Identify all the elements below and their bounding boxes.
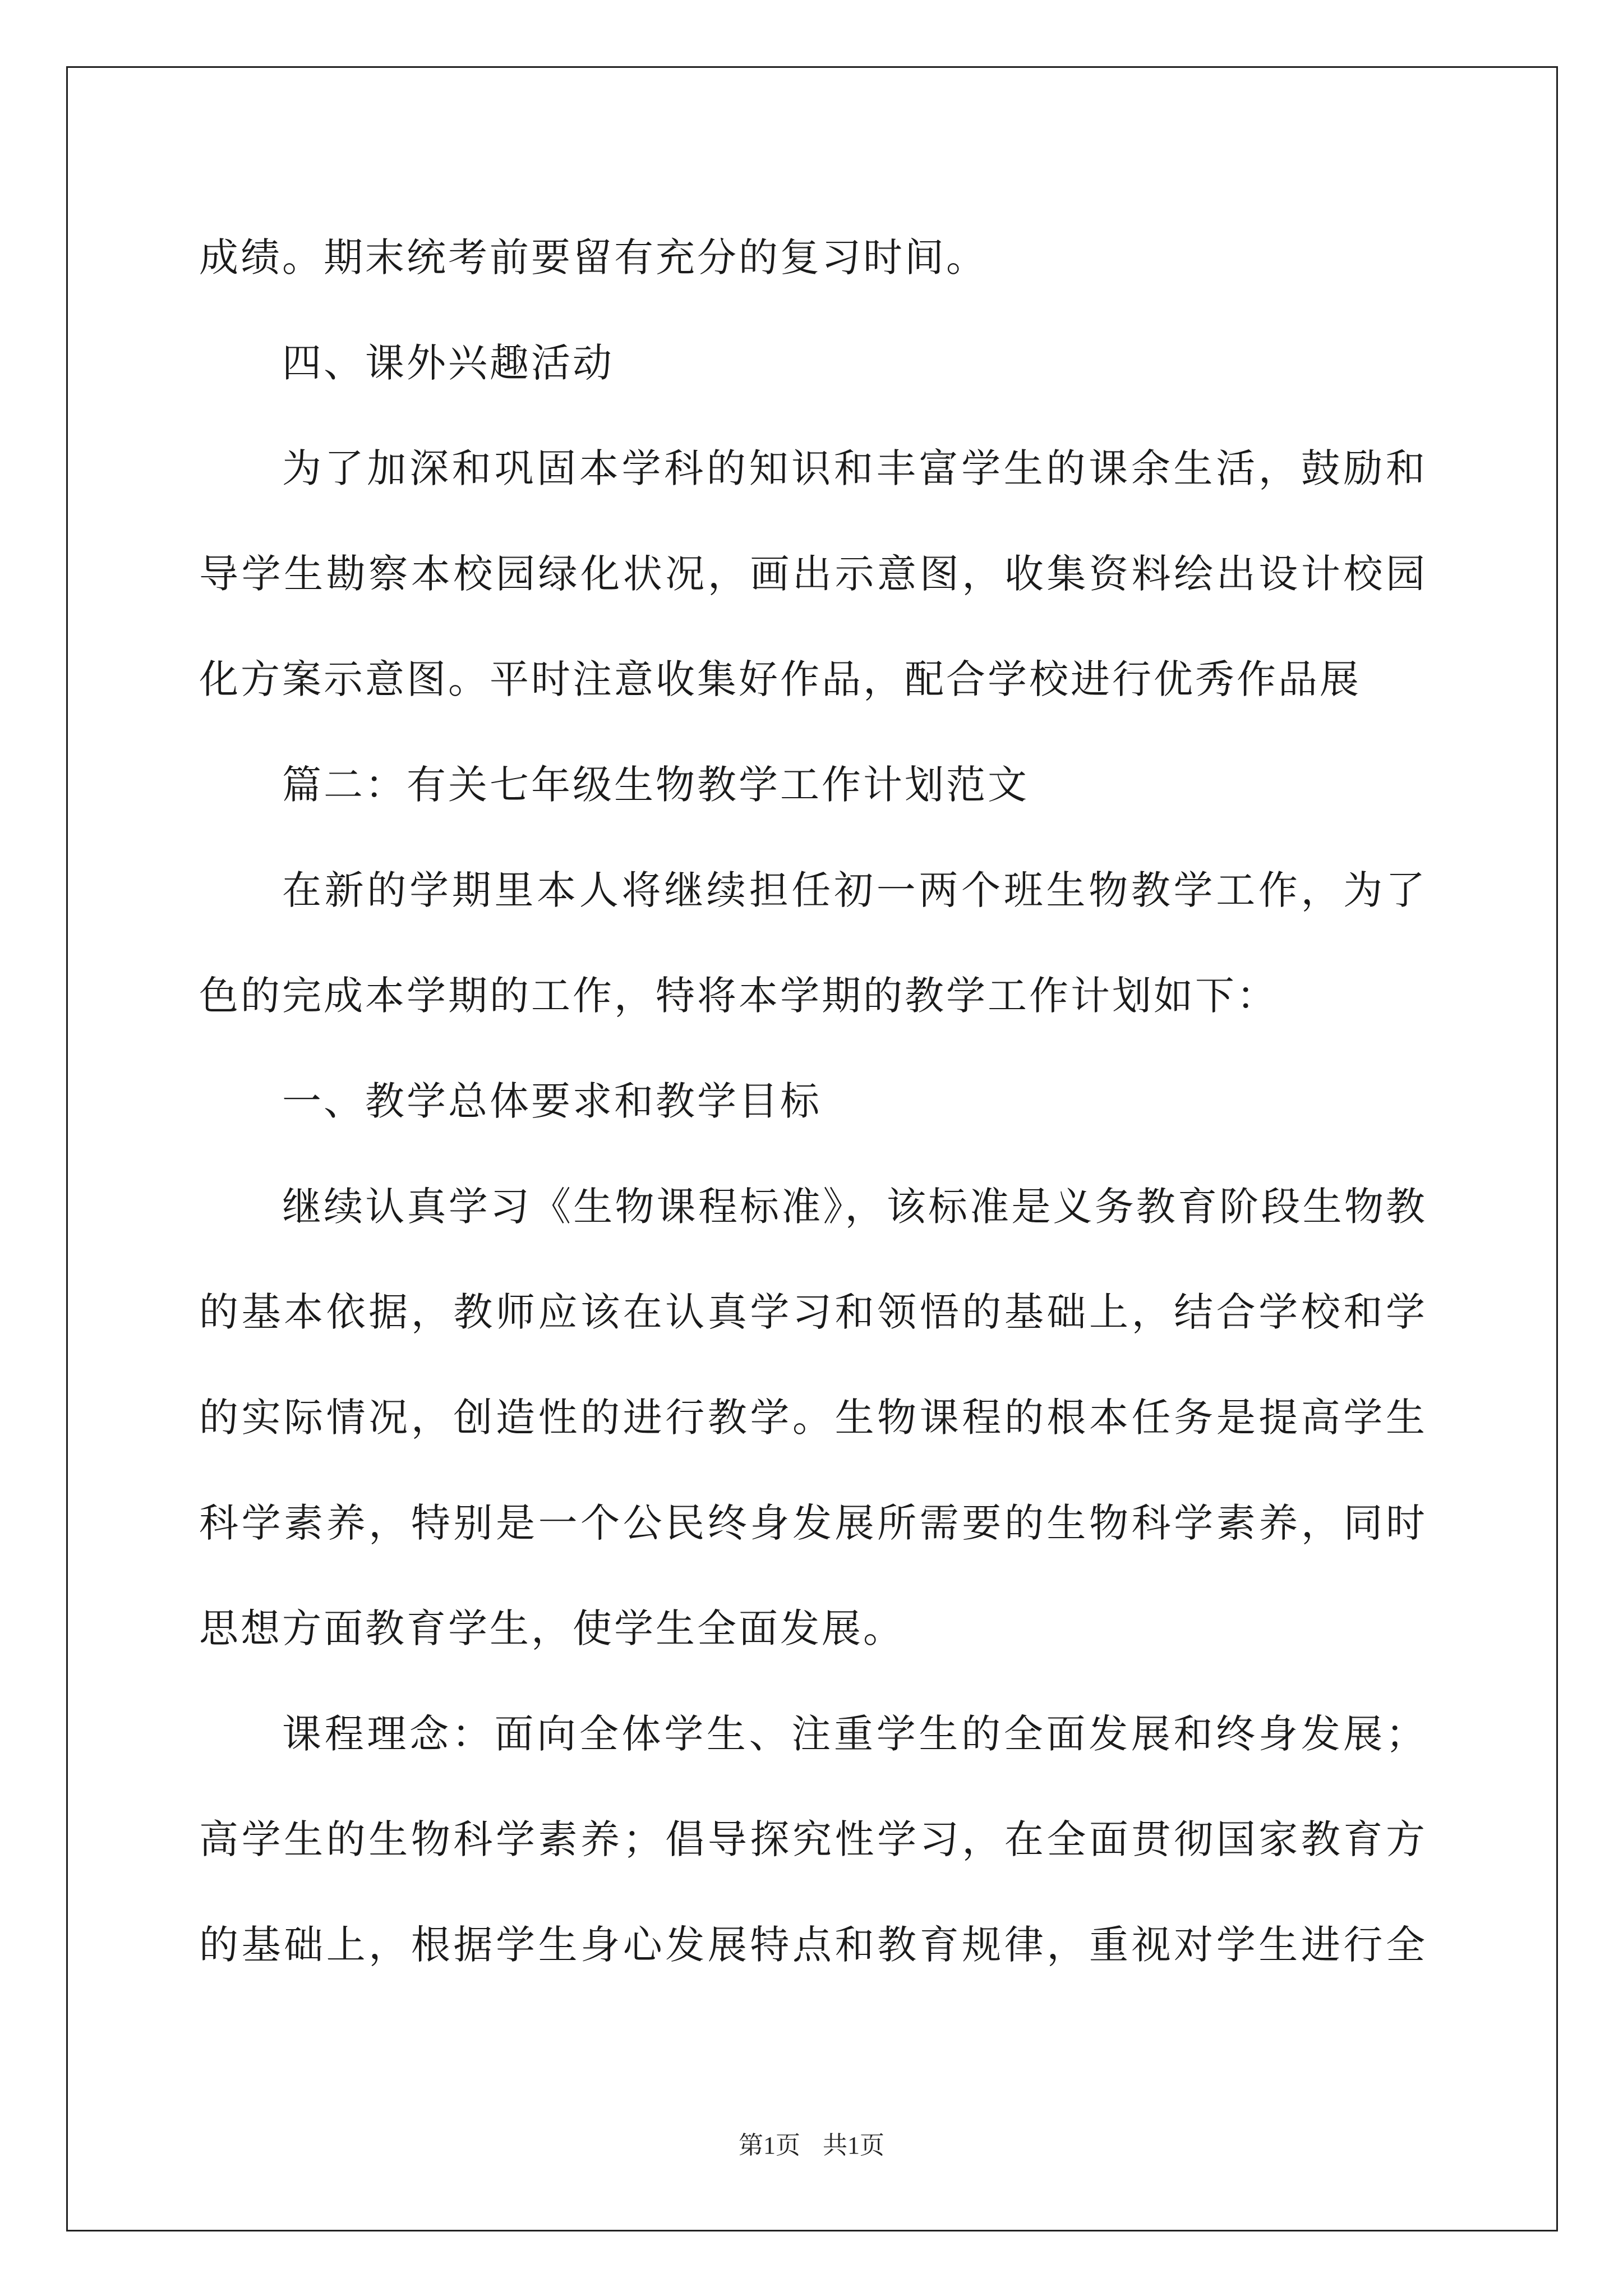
- text-line: 的基础上，根据学生身心发展特点和教育规律，重视对学生进行全: [199, 1922, 1427, 1968]
- text-line: 篇二：有关七年级生物教学工作计划范文: [282, 762, 1029, 808]
- text-line: 色的完成本学期的工作，特将本学期的教学工作计划如下：: [199, 973, 1278, 1019]
- text-line: 课程理念：面向全体学生、注重学生的全面发展和终身发展；: [282, 1711, 1427, 1757]
- text-line: 继续认真学习《生物课程标准》，该标准是义务教育阶段生物教: [282, 1184, 1427, 1230]
- text-line: 在新的学期里本人将继续担任初一两个班生物教学工作，为了: [282, 867, 1427, 913]
- text-line: 四、课外兴趣活动: [282, 340, 614, 386]
- text-line: 导学生勘察本校园绿化状况，画出示意图，收集资料绘出设计校园: [199, 551, 1427, 597]
- text-line: 科学素养，特别是一个公民终身发展所需要的生物科学素养，同时: [199, 1500, 1427, 1546]
- page-number: 第1页: [739, 2132, 800, 2159]
- page-total: 共1页: [823, 2132, 884, 2159]
- text-line: 一、教学总体要求和教学目标: [282, 1078, 822, 1124]
- text-line: 思想方面教育学生，使学生全面发展。: [199, 1605, 905, 1651]
- text-line: 成绩。期末统考前要留有充分的复习时间。: [199, 234, 988, 280]
- page-footer: [0, 2125, 1623, 2161]
- text-line: 的实际情况，创造性的进行教学。生物课程的根本任务是提高学生: [199, 1395, 1427, 1441]
- text-line: 化方案示意图。平时注意收集好作品，配合学校进行优秀作品展: [199, 656, 1361, 702]
- document-body: [199, 205, 1427, 1998]
- text-line: 为了加深和巩固本学科的知识和丰富学生的课余生活，鼓励和: [282, 445, 1427, 491]
- text-line: 的基本依据，教师应该在认真学习和领悟的基础上，结合学校和学: [199, 1289, 1427, 1335]
- text-line: 高学生的生物科学素养；倡导探究性学习，在全面贯彻国家教育方: [199, 1816, 1427, 1862]
